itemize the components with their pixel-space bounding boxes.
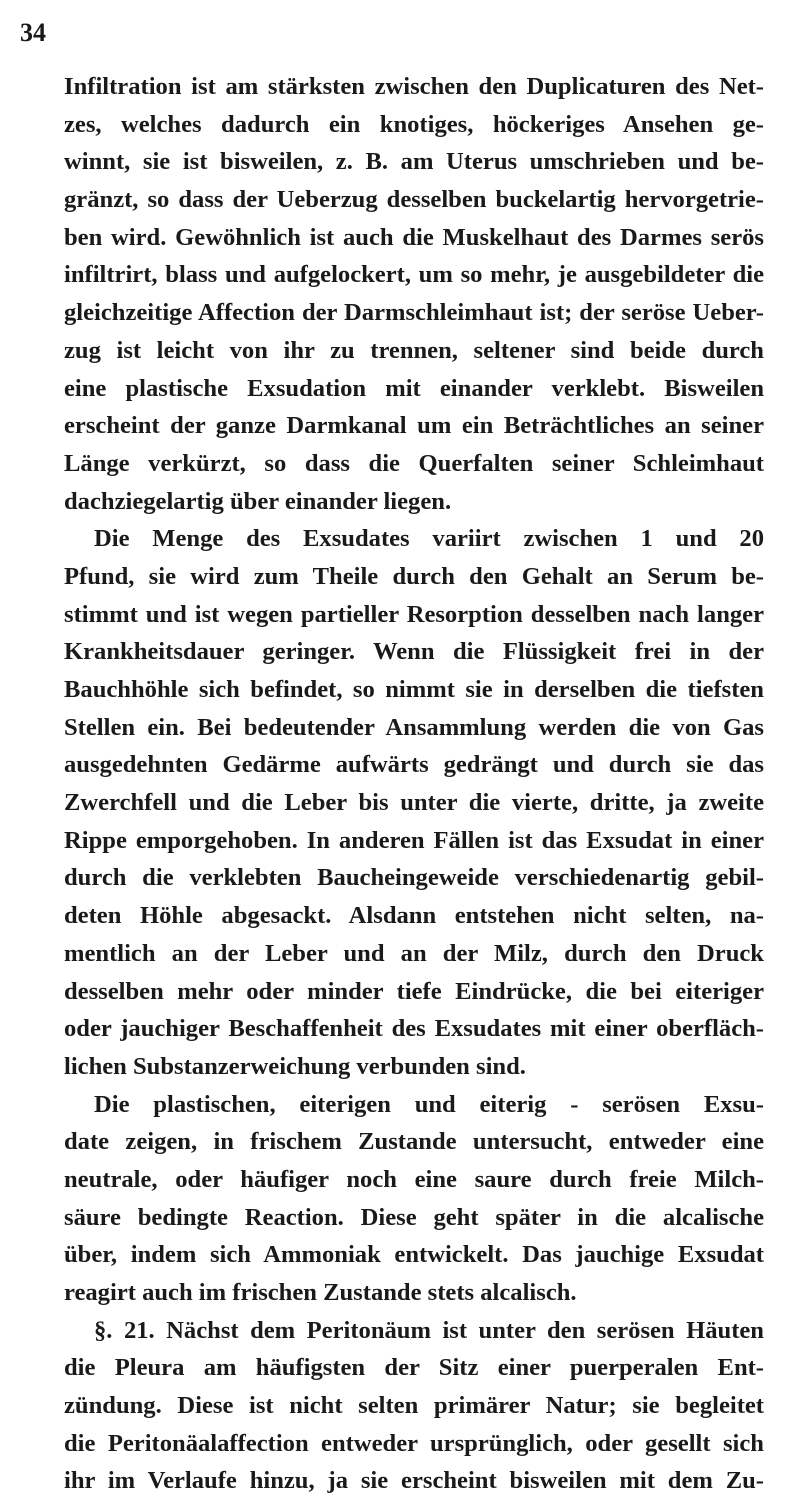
text-line: mentlich an der Leber und an der Milz, durch den Druck	[64, 939, 764, 967]
text-line: über, indem sich Ammoniak entwickelt. Das jauchige Exsudat	[64, 1241, 764, 1269]
text-line: §. 21. Nächst dem Peritonäum ist unter den serösen Häuten	[94, 1316, 764, 1344]
text-line: säure bedingte Reaction. Diese geht später in die alcalische	[64, 1203, 764, 1231]
text-line: erscheint der ganze Darmkanal um ein Beträchtliches an seiner	[64, 412, 764, 440]
text-line: infiltrirt, blass und aufgelockert, um so mehr, je ausgebildeter die	[64, 261, 764, 289]
text-line: gleichzeitige Affection der Darmschleimhaut ist; der seröse Ueber-	[64, 299, 764, 327]
page-number: 34	[20, 18, 46, 47]
text-line: die Pleura am häufigsten der Sitz einer puerperalen Ent-	[64, 1354, 764, 1382]
text-line: neutrale, oder häufiger noch eine saure durch freie Milch-	[64, 1165, 764, 1193]
text-line: dachziegelartig über einander liegen.	[64, 487, 452, 515]
text-line: Pfund, sie wird zum Theile durch den Gehalt an Serum be-	[64, 562, 764, 590]
text-line: die Peritonäalaffection entweder ursprünglich, oder gesellt sich	[64, 1429, 764, 1457]
text-line: Infiltration ist am stärksten zwischen den Duplicaturen des Net-	[64, 73, 764, 100]
text-line: zes, welches dadurch ein knotiges, höckeriges Ansehen ge-	[64, 110, 764, 138]
text-line: zündung. Diese ist nicht selten primärer Natur; sie begleitet	[64, 1392, 764, 1420]
text-line: desselben mehr oder minder tiefe Eindrücke, die bei eiteriger	[64, 977, 764, 1005]
text-line: Länge verkürzt, so dass die Querfalten seiner Schleimhaut	[64, 449, 764, 477]
text-line: durch die verklebten Baucheingeweide verschiedenartig gebil-	[64, 864, 764, 892]
text-line: stimmt und ist wegen partieller Resorption desselben nach langer	[64, 600, 764, 628]
text-line: Bauchhöhle sich befindet, so nimmt sie in derselben die tiefsten	[64, 676, 764, 703]
text-line: Die Menge des Exsudates variirt zwischen 1 und 20	[94, 525, 764, 553]
text-line: Zwerchfell und die Leber bis unter die vierte, dritte, ja zweite	[64, 789, 764, 817]
text-line: Die plastischen, eiterigen und eiterig - serösen Exsu-	[94, 1090, 764, 1118]
text-line: reagirt auch im frischen Zustande stets alcalisch.	[64, 1279, 577, 1306]
text-line: zug ist leicht von ihr zu trennen, seltener sind beide durch	[64, 336, 764, 364]
text-line: ben wird. Gewöhnlich ist auch die Muskelhaut des Darmes serös	[64, 223, 764, 251]
text-line: gränzt, so dass der Ueberzug desselben buckelartig hervorgetrie-	[64, 186, 764, 214]
text-line: Rippe emporgehoben. In anderen Fällen ist das Exsudat in einer	[64, 826, 764, 854]
text-line: deten Höhle abgesackt. Alsdann entstehen nicht selten, na-	[64, 902, 764, 930]
text-line: oder jauchiger Beschaffenheit des Exsudates mit einer oberfläch-	[64, 1015, 764, 1043]
text-line: Stellen ein. Bei bedeutender Ansammlung werden die von Gas	[64, 713, 764, 741]
text-line: winnt, sie ist bisweilen, z. B. am Uterus umschrieben und be-	[64, 148, 764, 176]
text-line: ihr im Verlaufe hinzu, ja sie erscheint bisweilen mit dem Zu-	[64, 1467, 764, 1495]
text-line: lichen Substanzerweichung verbunden sind.	[64, 1052, 526, 1080]
body-text	[64, 68, 764, 1500]
text-line: ausgedehnten Gedärme aufwärts gedrängt und durch sie das	[64, 751, 764, 779]
text-line: Krankheitsdauer geringer. Wenn die Flüssigkeit frei in der	[64, 638, 764, 666]
text-line: eine plastische Exsudation mit einander verklebt. Bisweilen	[64, 374, 764, 402]
text-line: date zeigen, in frischem Zustande untersucht, entweder eine	[64, 1128, 764, 1156]
